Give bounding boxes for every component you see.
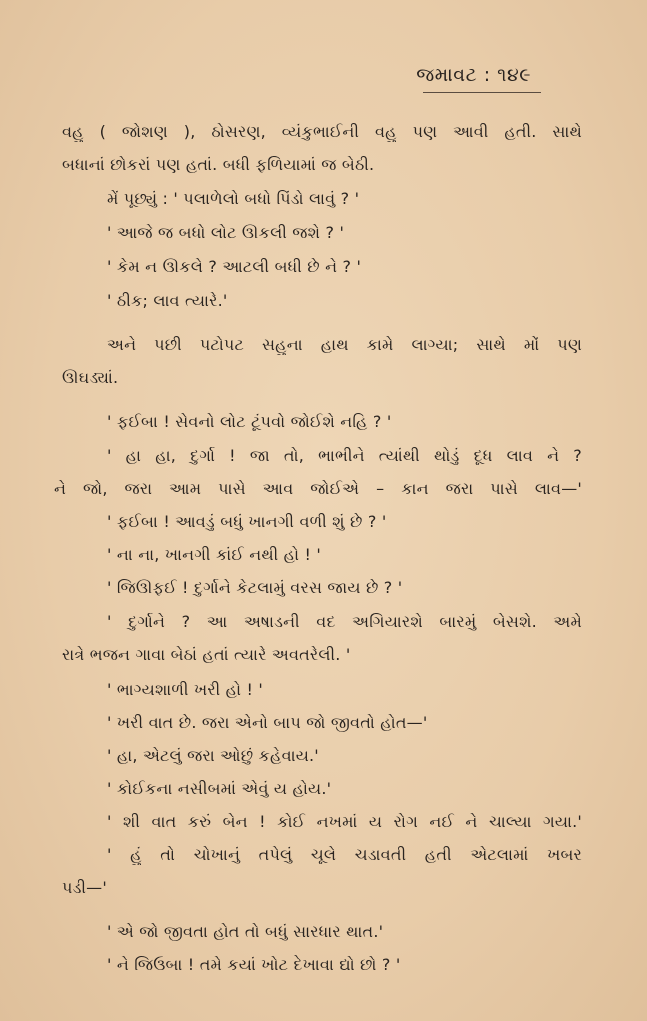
text-line: ' ફઈબા ! આવડું બધું ખાનગી વળી શું છે ? ' xyxy=(107,512,387,531)
text-line: ' દુર્ગાને ? આ અષાડની વદ અગિયારશે બારમું બેસશે. અમે xyxy=(107,612,582,631)
text-line: ' ફઈબા ! સેવનો લોટ ટૂંપવો જોઈશે નહિ ? ' xyxy=(107,412,392,431)
text-line: ' શી વાત કરું બેન ! કોઈ નખમાં ય રોગ નઈ ને ચાલ્યા ગયા.' xyxy=(107,812,582,831)
text-line: ' કેમ ન ઊકલે ? આટલી બધી છે ને ? ' xyxy=(107,257,362,276)
text-line: ' હું તો ચોખાનું તપેલું ચૂલે ચડાવતી હતી એટલામાં ખબર xyxy=(107,845,582,864)
text-line: બધાનાં છોકરાં પણ હતાં. બધી ફળિયામાં જ બેઠી. xyxy=(62,155,375,174)
text-line: મેં પૂછ્યું : ' પલાળેલો બધો પિંડો લાવું ? ' xyxy=(107,189,360,208)
text-line: રાત્રે ભજન ગાવા બેઠાં હતાં ત્યારે અવતરેલી. ' xyxy=(62,645,351,664)
text-line: ને જો, જરા આમ પાસે આવ જોઈએ – કાન જરા પાસે લાવ—' xyxy=(54,479,582,498)
text-line: અને પછી પટોપટ સહુના હાથ કામે લાગ્યા; સાથે મોં પણ xyxy=(107,335,582,354)
text-line: ' એ જો જીવતા હોત તો બધું સારધાર થાત.' xyxy=(107,922,384,941)
text-line: ' હા, એટલું જરા ઓછું કહેવાય.' xyxy=(107,746,319,765)
text-line: ' જિઊફઈ ! દુર્ગાને કેટલામું વરસ જાય છે ? ' xyxy=(107,578,403,597)
text-line: વહુ ( જોશણ ), ઠોસરણ, વ્યંકુભાઈની વહુ પણ આવી હતી. સાથે xyxy=(62,122,582,141)
text-line: ' ને જિઉબા ! તમે કયાં ખોટ દેખાવા દ્યો છો ? ' xyxy=(107,955,401,974)
text-line: ઊઘડ્યાં. xyxy=(62,368,119,387)
running-head-rule xyxy=(423,92,541,93)
text-line: ' હા હા, દુર્ગા ! જા તો, ભાભીને ત્યાંથી થોડું દૂધ લાવ ને ? xyxy=(107,446,582,465)
text-line: ' ના ના, ખાનગી કાંઈ નથી હો ! ' xyxy=(107,545,322,564)
text-line: ' આજે જ બધો લોટ ઊકલી જશે ? ' xyxy=(107,223,345,242)
text-line: ' ખરી વાત છે. જરા એનો બાપ જો જીવતો હોત—' xyxy=(107,713,428,732)
running-head: જમાવટ : ૧૪૯ xyxy=(416,64,531,86)
text-line: ' ઠીક; લાવ ત્યારે.' xyxy=(107,291,228,310)
body-text xyxy=(54,120,582,975)
text-line: પડી—' xyxy=(62,878,107,897)
text-line: ' ભાગ્યશાળી ખરી હો ! ' xyxy=(107,680,264,699)
text-line: ' કોઈકના નસીબમાં એવું ય હોય.' xyxy=(107,779,332,798)
